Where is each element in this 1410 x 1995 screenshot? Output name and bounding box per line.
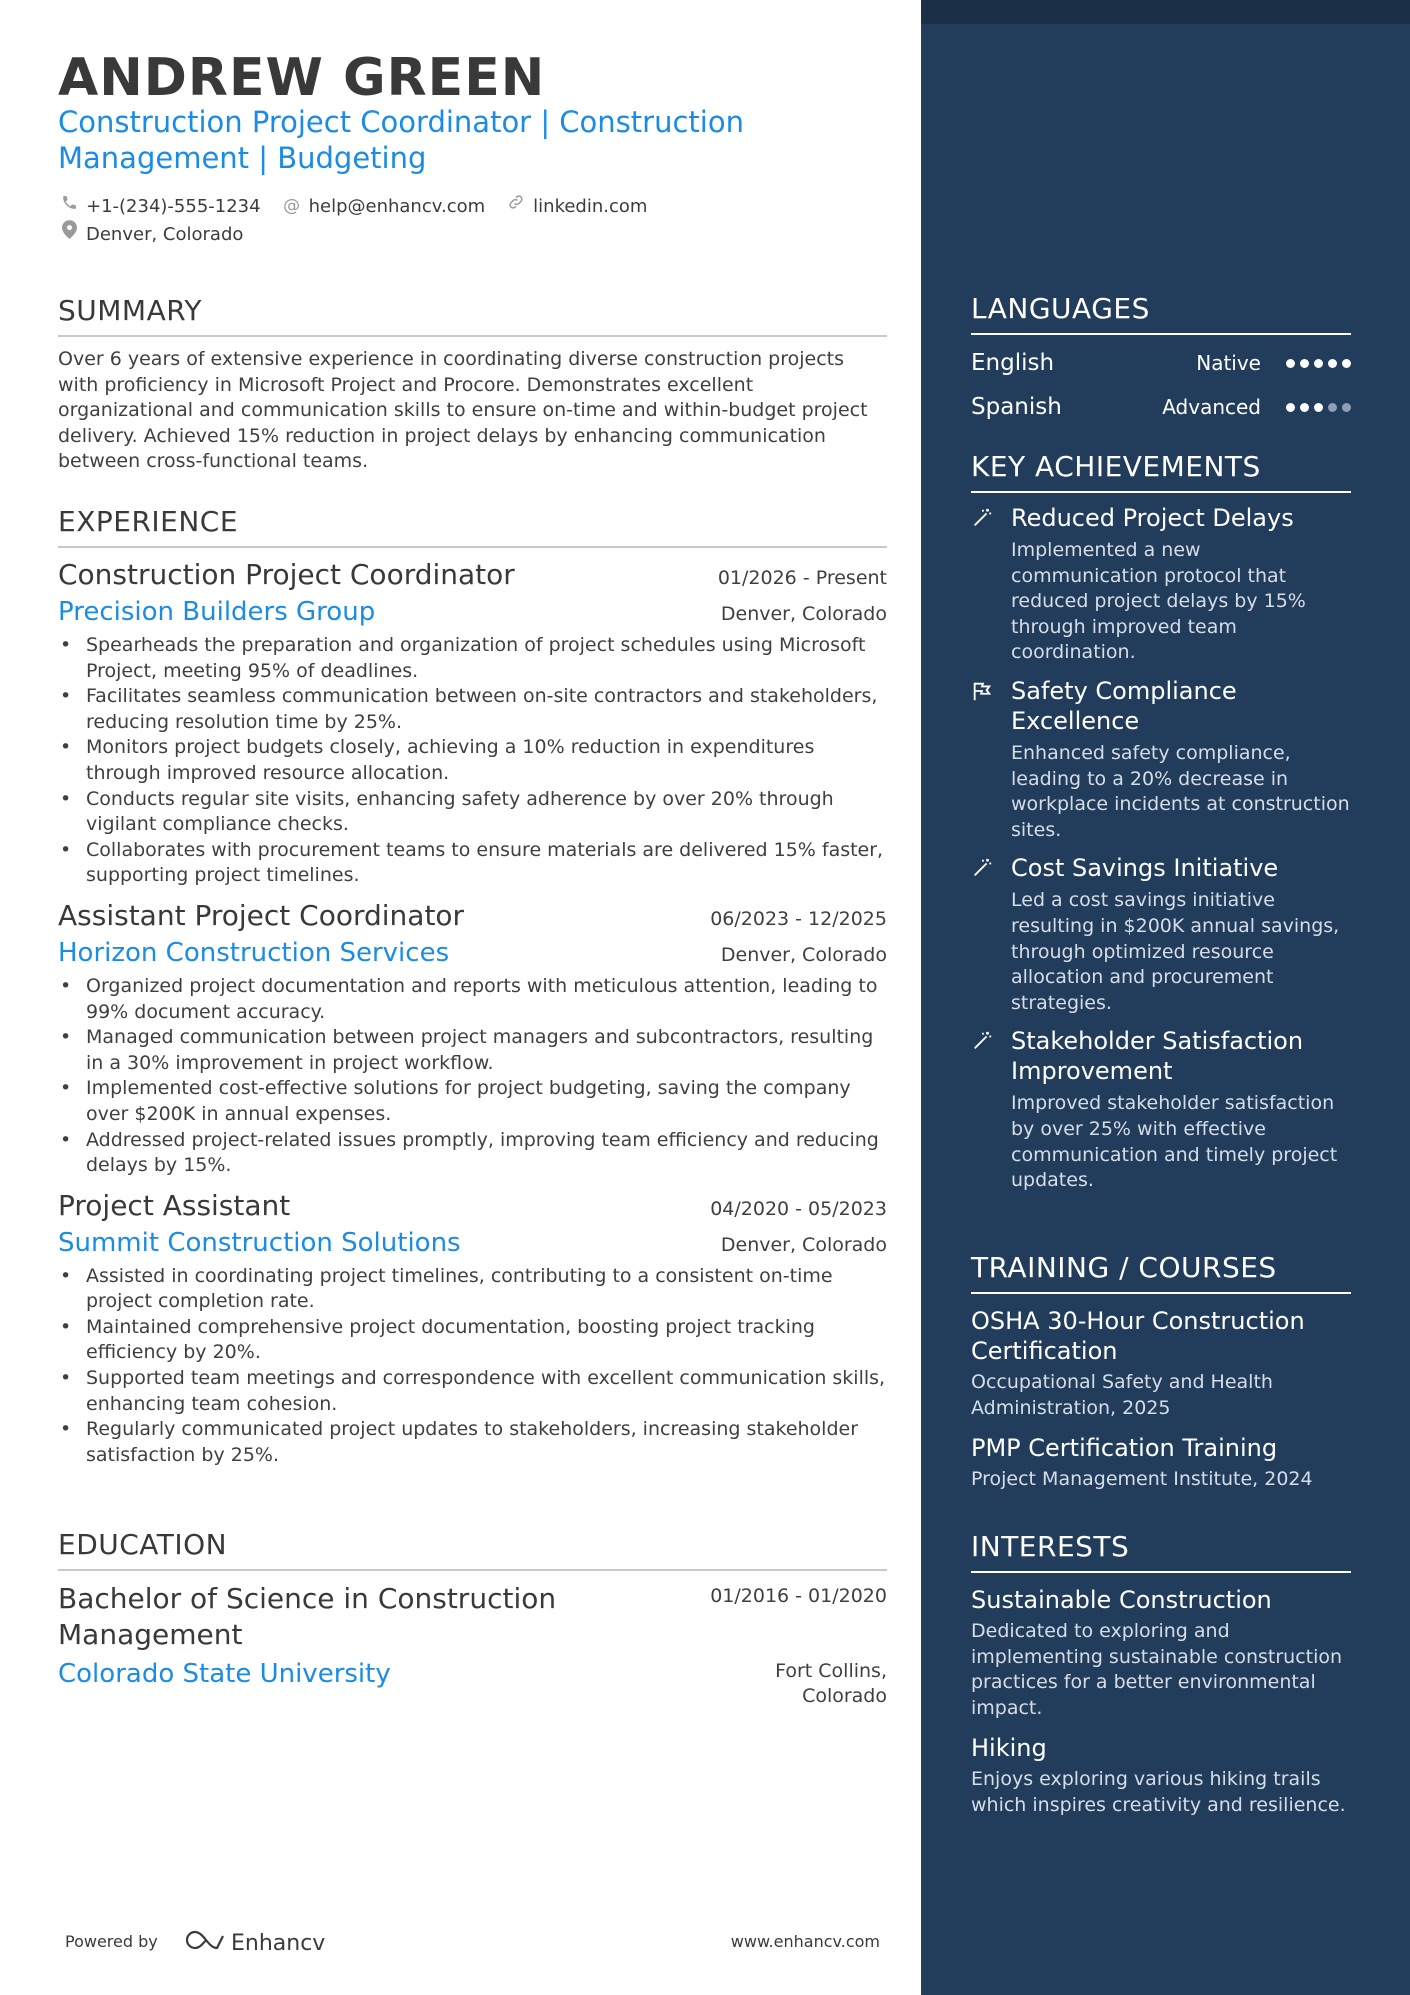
flag-icon xyxy=(971,676,1011,843)
language-item xyxy=(971,347,1351,379)
bullet-item: • Managed communication between project managers and subcontractors, resulting in a 30% improvement in project workflow. xyxy=(86,1025,887,1076)
job-location: Denver, Colorado xyxy=(720,943,887,966)
rating-dot xyxy=(1300,403,1309,412)
achievement-item xyxy=(971,503,1351,666)
job-bullets xyxy=(58,974,887,1179)
language-level: Native xyxy=(1196,351,1261,375)
interest-title: Hiking xyxy=(971,1734,1047,1763)
bullet-item: • Conducts regular site visits, enhancing safety adherence by over 20% through vigilant compliance checks. xyxy=(86,787,887,838)
interests-section xyxy=(971,1530,1351,1819)
footer xyxy=(65,1928,880,1958)
phone-icon xyxy=(58,193,80,220)
rating-dot xyxy=(1314,359,1323,368)
language-rating xyxy=(1281,359,1351,368)
bullet-item: • Facilitates seamless communication between on-site contractors and stakeholders, reducing resolution time by 25%. xyxy=(86,684,887,735)
language-name: Spanish xyxy=(971,394,1062,420)
location-pin-icon xyxy=(58,220,80,248)
bullet-item: • Maintained comprehensive project documentation, boosting project tracking efficiency by 20%. xyxy=(86,1315,887,1366)
rating-dot xyxy=(1286,403,1295,412)
rating-dot xyxy=(1328,403,1337,412)
brand-name: Enhancv xyxy=(231,1930,326,1956)
rating-dot xyxy=(1300,359,1309,368)
course-provider: Occupational Safety and Health Administration, 2025 xyxy=(971,1371,1273,1419)
achievement-title: Safety Compliance Excellence xyxy=(1011,676,1237,735)
education-title: EDUCATION xyxy=(58,1528,887,1571)
candidate-name: ANDREW GREEN xyxy=(58,48,546,108)
achievements-title: KEY ACHIEVEMENTS xyxy=(971,450,1351,493)
job-location: Denver, Colorado xyxy=(720,1233,887,1256)
bullet-item: • Organized project documentation and reports with meticulous attention, leading to 99% document accuracy. xyxy=(86,974,887,1025)
job-entry xyxy=(58,558,887,889)
sidebar-top-bar xyxy=(921,0,1410,24)
email-text: help@enhancv.com xyxy=(308,196,486,217)
course-item xyxy=(971,1433,1351,1493)
course-item xyxy=(971,1306,1351,1421)
job-location: Denver, Colorado xyxy=(720,603,887,625)
rating-dot xyxy=(1342,403,1351,412)
bullet-item: • Regularly communicated project updates to stakeholders, increasing stakeholder satisfaction by 25%. xyxy=(86,1417,887,1468)
job-bullets xyxy=(58,633,887,889)
summary-section xyxy=(58,294,887,475)
achievement-title: Cost Savings Initiative xyxy=(1011,854,1279,883)
company-name: Summit Construction Solutions xyxy=(58,1227,461,1258)
achievement-title: Stakeholder Satisfaction Improvement xyxy=(1011,1027,1304,1086)
achievement-desc: Implemented a new communication protocol that reduced project delays by 15% through improved team coordination. xyxy=(1011,539,1306,664)
job-title: Assistant Project Coordinator xyxy=(58,898,465,932)
magic-wand-icon xyxy=(971,853,1011,1016)
interest-desc: Dedicated to exploring and implementing sustainable construction practices for a better environmental impact. xyxy=(971,1620,1343,1719)
bullet-item: • Spearheads the preparation and organization of project schedules using Microsoft Project, meeting 95% of deadlines. xyxy=(86,633,887,684)
phone-text: +1-(234)-555-1234 xyxy=(86,196,261,217)
company-name: Horizon Construction Services xyxy=(58,937,450,968)
bullet-item: • Collaborates with procurement teams to ensure materials are delivered 15% faster, supporting project timelines. xyxy=(86,838,887,889)
achievement-desc: Enhanced safety compliance, leading to a 20% decrease in workplace incidents at construction sites. xyxy=(1011,741,1350,841)
summary-title: SUMMARY xyxy=(58,294,887,337)
enhancv-logo[interactable] xyxy=(183,1928,325,1958)
phone-contact[interactable] xyxy=(58,193,261,220)
interest-title: Sustainable Construction xyxy=(971,1586,1272,1614)
at-icon: @ xyxy=(283,196,301,216)
linkedin-contact[interactable] xyxy=(505,193,647,220)
interests-title: INTERESTS xyxy=(971,1530,1351,1573)
magic-wand-icon xyxy=(971,1026,1011,1193)
education-location-line1: Fort Collins, xyxy=(775,1660,887,1682)
course-provider: Project Management Institute, 2024 xyxy=(971,1468,1313,1491)
training-title: TRAINING / COURSES xyxy=(971,1251,1351,1294)
interest-item xyxy=(971,1733,1351,1818)
bullet-item: • Addressed project-related issues promptly, improving team efficiency and reducing delays by 15%. xyxy=(86,1128,887,1179)
course-title: PMP Certification Training xyxy=(971,1434,1278,1463)
bullet-item: • Supported team meetings and correspondence with excellent communication skills, enhancing team cohesion. xyxy=(86,1366,887,1417)
achievement-desc: Improved stakeholder satisfaction by over 25% with effective communication and timely project updates. xyxy=(1011,1092,1338,1192)
achievement-item xyxy=(971,1026,1351,1193)
course-title: OSHA 30-Hour Construction Certification xyxy=(971,1307,1305,1365)
rating-dot xyxy=(1314,403,1323,412)
achievements-section xyxy=(971,450,1351,1194)
company-name: Precision Builders Group xyxy=(58,597,376,627)
job-dates: 04/2020 - 05/2023 xyxy=(710,1197,887,1220)
education-location xyxy=(775,1659,887,1709)
language-name: English xyxy=(971,350,1055,376)
experience-title: EXPERIENCE xyxy=(58,505,887,548)
magic-wand-icon xyxy=(971,503,1011,666)
powered-by-text: Powered by xyxy=(65,1932,158,1951)
job-entry xyxy=(58,899,887,1179)
rating-dot xyxy=(1328,359,1337,368)
contact-info xyxy=(58,193,878,248)
languages-section xyxy=(971,292,1351,423)
bullet-item: • Monitors project budgets closely, achieving a 10% reduction in expenditures through improved resource allocation. xyxy=(86,735,887,786)
achievement-title: Reduced Project Delays xyxy=(1011,504,1294,532)
language-level: Advanced xyxy=(1162,395,1261,419)
language-rating xyxy=(1281,403,1351,412)
sidebar xyxy=(921,0,1410,1995)
interest-desc: Enjoys exploring various hiking trails which inspires creativity and resilience. xyxy=(971,1768,1346,1816)
job-entry xyxy=(58,1189,887,1469)
degree-title: Bachelor of Science in Construction Management xyxy=(58,1582,557,1651)
rating-dot xyxy=(1342,359,1351,368)
education-dates: 01/2016 - 01/2020 xyxy=(710,1585,887,1607)
achievement-item xyxy=(971,853,1351,1016)
training-section xyxy=(971,1251,1351,1493)
link-icon xyxy=(505,193,527,220)
footer-site-link[interactable]: www.enhancv.com xyxy=(730,1932,880,1951)
school-name: Colorado State University xyxy=(58,1659,391,1689)
bullet-item: • Assisted in coordinating project timelines, contributing to a consistent on-time project completion rate. xyxy=(86,1264,887,1315)
experience-section xyxy=(58,505,887,1468)
job-dates: 01/2026 - Present xyxy=(717,567,887,589)
location-contact xyxy=(58,220,243,248)
location-text: Denver, Colorado xyxy=(86,223,244,245)
achievement-desc: Led a cost savings initiative resulting in $200K annual savings, through optimized resource allocation and procurement strategies. xyxy=(1011,889,1340,1014)
language-item xyxy=(971,391,1351,423)
summary-text: Over 6 years of extensive experience in coordinating diverse construction projects with proficiency in Microsoft Project and Procore. Demonstrates excellent organizational and communication skills to ensure on-time and within-budget project delivery. Achieved 15% reduction in project delays by enhancing communication between cross-functional teams. xyxy=(58,348,868,473)
achievement-item xyxy=(971,676,1351,843)
email-contact[interactable] xyxy=(281,193,486,220)
headline: Construction Project Coordinator | Construction Management | Budgeting xyxy=(58,105,744,175)
interest-item xyxy=(971,1585,1351,1721)
job-title: Construction Project Coordinator xyxy=(58,558,515,591)
infinity-logo-icon xyxy=(183,1928,229,1958)
rating-dot xyxy=(1286,359,1295,368)
bullet-item: • Implemented cost-effective solutions for project budgeting, saving the company over $200K in annual expenses. xyxy=(86,1076,887,1127)
job-title: Project Assistant xyxy=(58,1188,291,1222)
languages-title: LANGUAGES xyxy=(971,292,1351,335)
job-bullets xyxy=(58,1264,887,1469)
education-location-line2: Colorado xyxy=(802,1685,887,1707)
linkedin-text: linkedin.com xyxy=(533,196,648,217)
education-section xyxy=(58,1528,887,1709)
job-dates: 06/2023 - 12/2025 xyxy=(710,907,887,930)
